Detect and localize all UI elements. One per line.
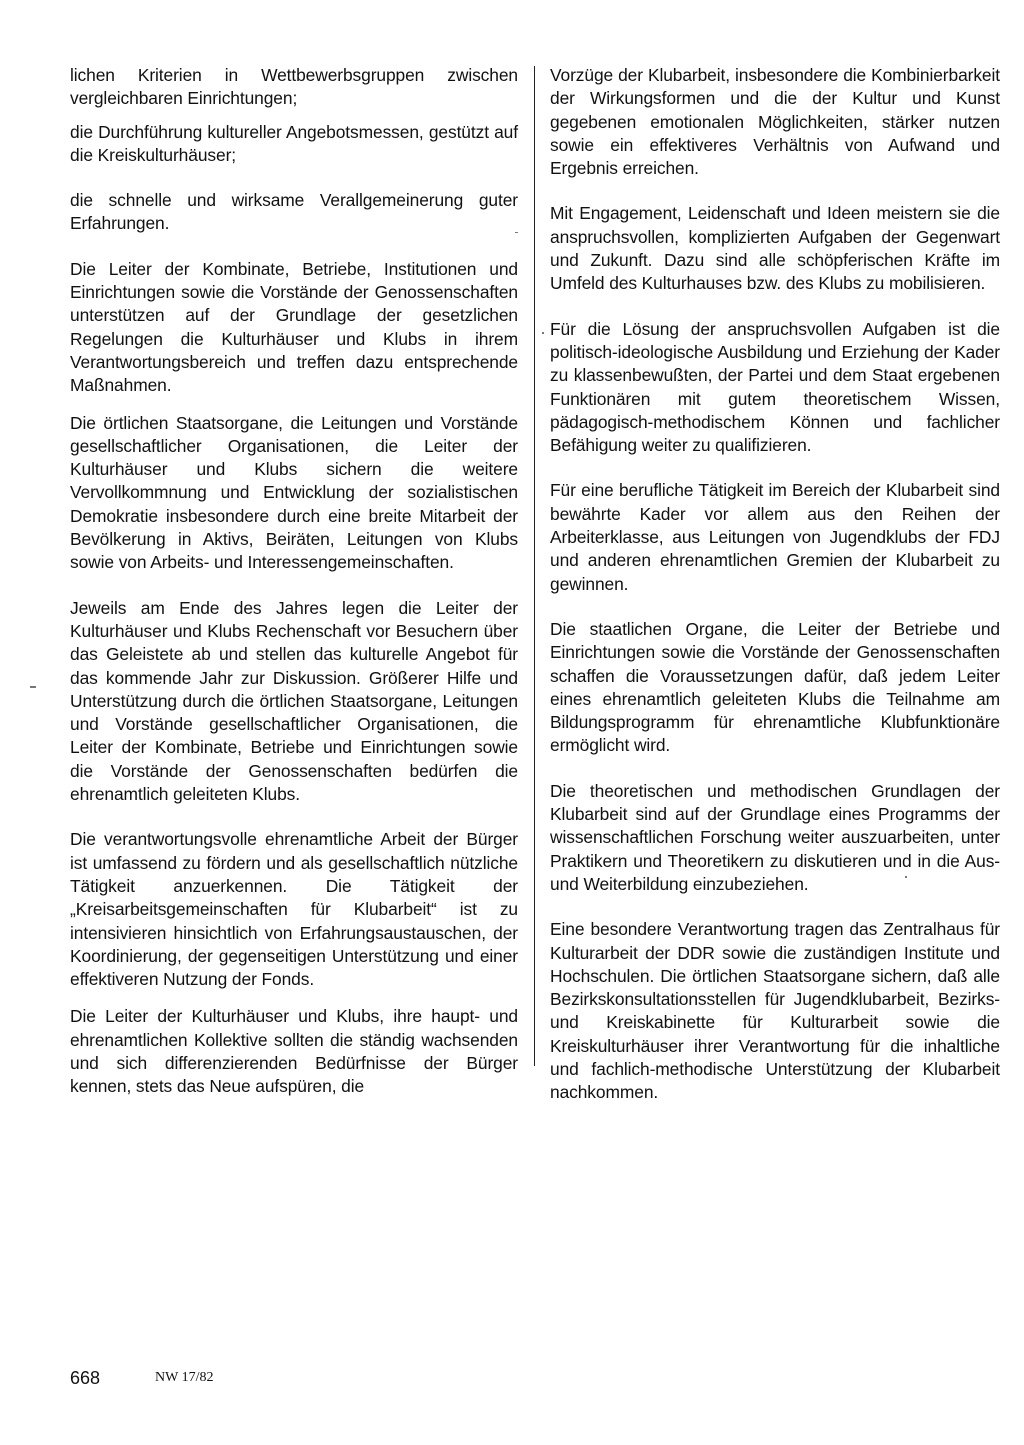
left-column [70,64,518,1113]
paragraph: Vorzüge der Klubarbeit, insbesondere die Kombinierbarkeit der Wirkungsformen und die der Kultur und Kunst gegebenen emotionalen Möglichkeiten, stärker nutzen sowie ein effektiveres Verhältnis von Aufwand und Ergebnis erreichen. [550,65,1000,179]
paragraph: die Durchführung kultureller Angebotsmessen, gestützt auf die Kreiskulturhäuser; [70,121,518,165]
scan-speck [30,686,36,688]
paragraph: Eine besondere Verantwortung tragen das Zentralhaus für Kulturarbeit der DDR sowie die zuständigen Institute und Hochschulen. Die örtlichen Staatsorgane sichern, daß alle Bezirkskonsultationsstellen für Jugendklubarbeit, Bezirks- und Kreiskabinette für Kulturarbeit sowie die Kreiskulturhäuser ihrer Verantwortung für die inhaltliche und fachlich-methodische Unterstützung der Klubarbeit nachkommen. [550,919,1000,1103]
page-footer [70,1368,370,1398]
paragraph: Die theoretischen und methodischen Grundlagen der Klubarbeit sind auf der Grundlage eines Programms der wissenschaftlichen Forschung weiter auszuarbeiten, unter Praktikern und Theoretikern zu diskutieren und in die Aus- und Weiterbildung einzubeziehen. [550,780,1000,894]
right-column [550,64,1000,1119]
scan-speck [905,876,907,878]
paragraph: Die örtlichen Staatsorgane, die Leitungen und Vorstände gesellschaftlicher Organisationen, die Leiter der Kulturhäuser und Klubs sichern die weitere Vervollkommnung und Entwicklung der sozialistischen Demokratie insbesondere durch eine breite Mitarbeit der Bevölkerung in Aktivs, Beiräten, Leitungen von Klubs sowie von Arbeits- und Interessengemeinschaften. [70,412,518,573]
paragraph: lichen Kriterien in Wettbewerbsgruppen zwischen vergleichbaren Einrichtungen; [70,65,518,109]
paragraph: Die staatlichen Organe, die Leiter der Betriebe und Einrichtungen sowie die Vorstände der Genossenschaften schaffen die Voraussetzungen dafür, daß jedem Leiter eines ehrenamtlich geleiteten Klubs die Teilnahme am Bildungsprogramm für ehrenamtliche Klubfunktionäre ermöglicht wird. [550,618,1000,756]
paragraph: Die verantwortungsvolle ehrenamtliche Arbeit der Bürger ist umfassend zu fördern und als gesellschaftlich nützliche Tätigkeit anzuerkennen. Die Tätigkeit der „Kreisarbeitsgemeinschaften für Klubarbeit“ ist zu intensivieren hinsichtlich von Erfahrungsaustauschen, der Koordinierung, der gegenseitigen Unterstützung und einer effektiveren Nutzung der Fonds. [70,829,518,990]
paragraph: die schnelle und wirksame Verallgemeinerung guter Erfahrungen. [70,190,518,234]
scan-speck [542,332,544,334]
column-divider [534,66,535,1066]
paragraph: Mit Engagement, Leidenschaft und Ideen meistern sie die anspruchsvollen, komplizierten Aufgaben der Gegenwart und Zukunft. Dazu sind alle schöpferischen Kräfte im Umfeld des Kulturhauses bzw. des Klubs zu mobilisieren. [550,203,1000,294]
paragraph: Jeweils am Ende des Jahres legen die Leiter der Kulturhäuser und Klubs Rechenschaft vor Besuchern über das Geleistete ab und stellen das kulturelle Angebot für das kommende Jahr zur Diskussion. Größerer Hilfe und Unterstützung durch die örtlichen Staatsorgane, Leitungen und Vorstände gesellschaftlicher Organisationen, die Leiter der Kombinate, Betriebe und Einrichtungen sowie die Vorstände der Genossenschaften bedürfen die ehrenamtlich geleiteten Klubs. [70,597,518,805]
scan-speck [515,232,518,233]
paragraph: Für die Lösung der anspruchsvollen Aufgaben ist die politisch-ideologische Ausbildung und Erziehung der Kader zu klassenbewußten, der Partei und dem Staat ergebenen Funktionären mit gutem theoretischem Wissen, pädagogisch-methodischem Können und fachlicher Befähigung weiter zu qualifizieren. [550,318,1000,456]
paragraph: Für eine berufliche Tätigkeit im Bereich der Klubarbeit sind bewährte Kader vor allem aus den Reihen der Arbeiterklasse, aus Leitungen von Jugendklubs der FDJ und anderen ehrenamtlichen Gremien der Klubarbeit zu gewinnen. [550,480,1000,594]
paragraph: Die Leiter der Kulturhäuser und Klubs, ihre haupt- und ehrenamtlichen Kollektive sollten die ständig wachsenden und sich differenzierenden Bedürfnisse der Bürger kennen, stets das Neue aufspüren, die [70,1006,518,1097]
issue-reference: NW 17/82 [155,1370,214,1385]
page-number: 668 [70,1368,101,1388]
paragraph: Die Leiter der Kombinate, Betriebe, Institutionen und Einrichtungen sowie die Vorstände der Genossenschaften unterstützen auf der Grundlage der gesetzlichen Regelungen die Kulturhäuser und Klubs in ihrem Verantwortungsbereich und treffen dazu entsprechende Maßnahmen. [70,258,518,396]
